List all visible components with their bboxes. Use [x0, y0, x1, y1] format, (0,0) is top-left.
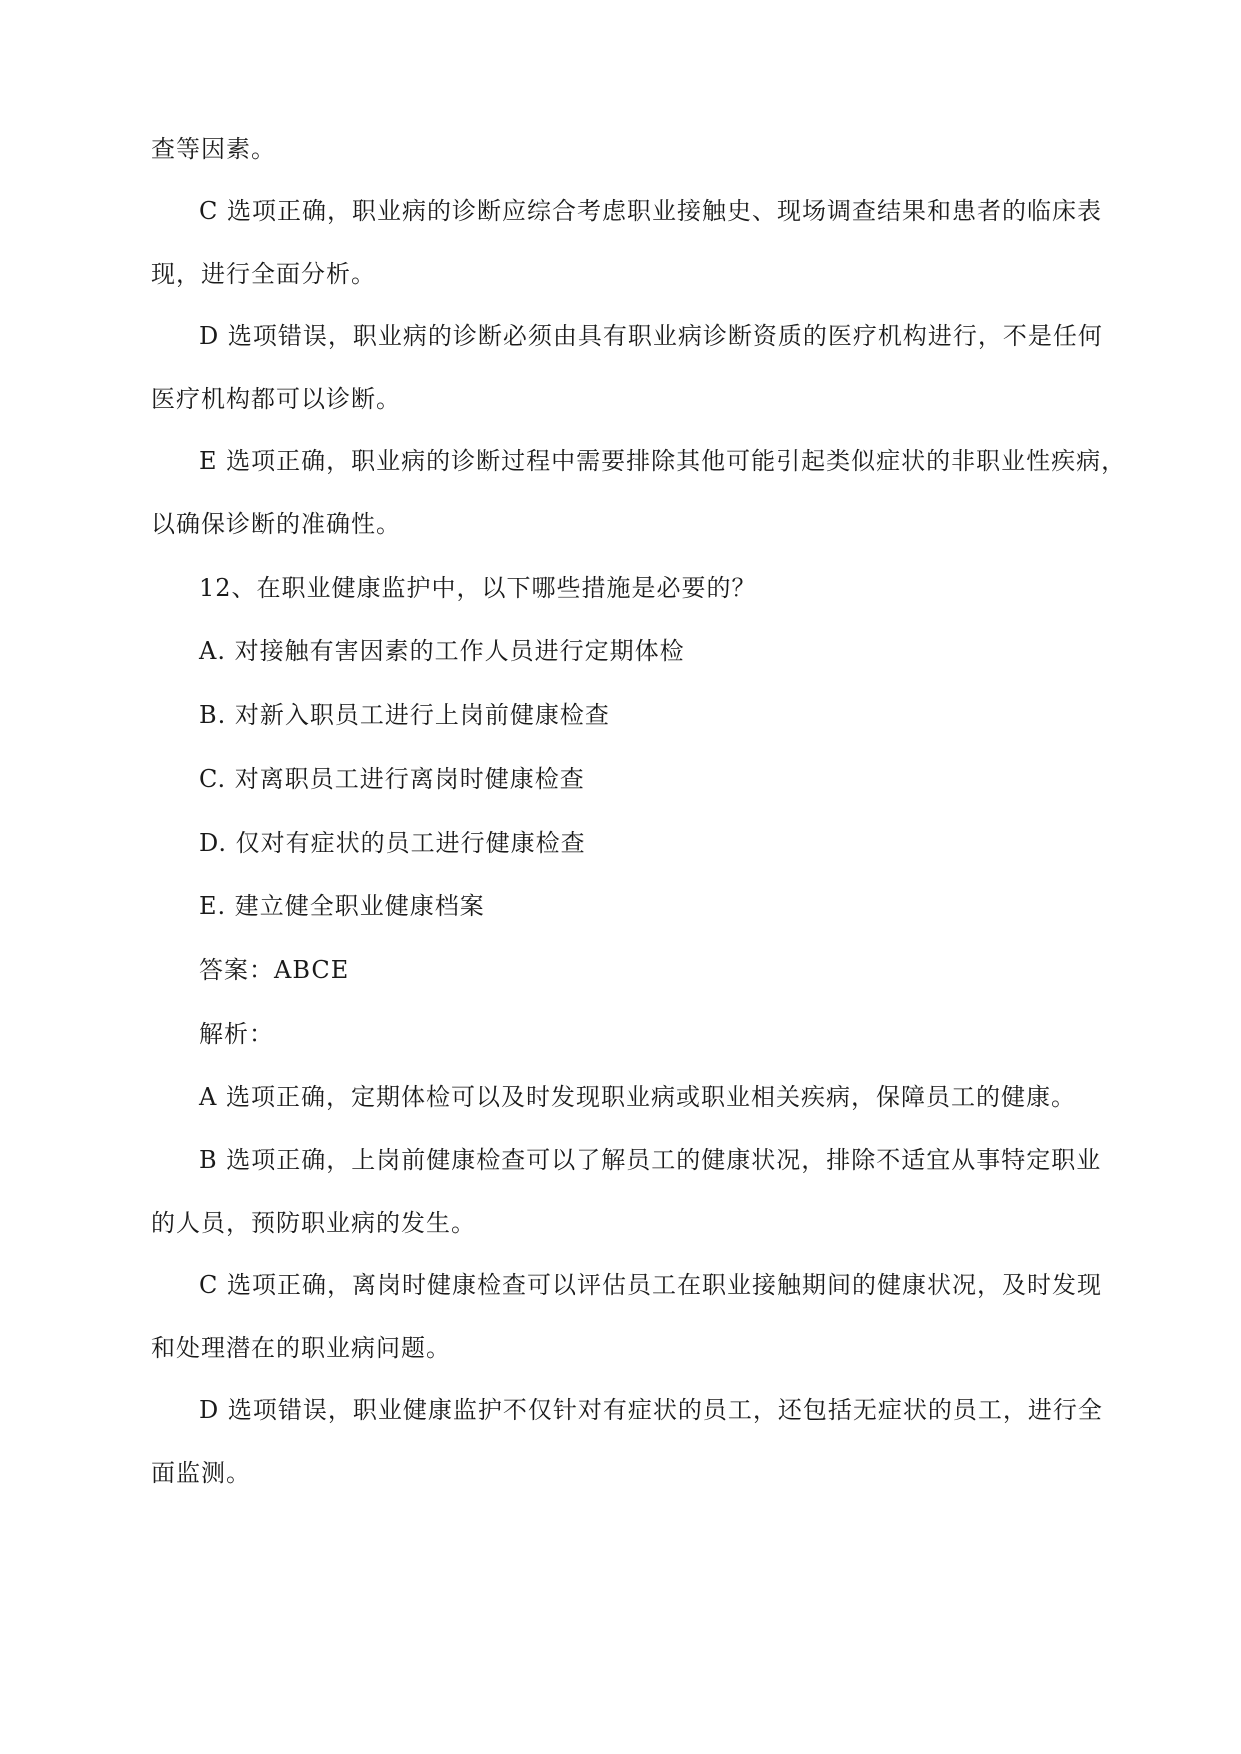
paragraph-line: 查等因素。	[151, 135, 276, 163]
option-d: D. 仅对有症状的员工进行健康检查	[199, 829, 586, 857]
paragraph-line: 面监测。	[151, 1459, 251, 1487]
paragraph-line: C 选项正确，职业病的诊断应综合考虑职业接触史、现场调查结果和患者的临床表	[199, 197, 1102, 225]
paragraph-line: 医疗机构都可以诊断。	[151, 385, 401, 413]
option-a: A. 对接触有害因素的工作人员进行定期体检	[199, 637, 685, 665]
paragraph-line: E 选项正确，职业病的诊断过程中需要排除其他可能引起类似症状的非职业性疾病，	[199, 447, 1127, 475]
paragraph-line: 的人员，预防职业病的发生。	[151, 1209, 476, 1237]
option-b: B. 对新入职员工进行上岗前健康检查	[199, 701, 610, 729]
answer-line: 答案：ABCE	[199, 956, 350, 984]
option-e: E. 建立健全职业健康档案	[199, 892, 485, 920]
paragraph-line: D 选项错误，职业病的诊断必须由具有职业病诊断资质的医疗机构进行，不是任何	[199, 322, 1103, 350]
paragraph-line: 现，进行全面分析。	[151, 260, 376, 288]
paragraph-line: 和处理潜在的职业病问题。	[151, 1334, 451, 1362]
paragraph-line: A 选项正确，定期体检可以及时发现职业病或职业相关疾病，保障员工的健康。	[199, 1083, 1076, 1111]
paragraph-line: 以确保诊断的准确性。	[151, 510, 401, 538]
paragraph-line: C 选项正确，离岗时健康检查可以评估员工在职业接触期间的健康状况，及时发现	[199, 1271, 1102, 1299]
paragraph-line: D 选项错误，职业健康监护不仅针对有症状的员工，还包括无症状的员工，进行全	[199, 1396, 1103, 1424]
question-title: 12、在职业健康监护中，以下哪些措施是必要的？	[199, 574, 757, 602]
analysis-heading: 解析：	[199, 1020, 274, 1048]
option-c: C. 对离职员工进行离岗时健康检查	[199, 765, 585, 793]
paragraph-line: B 选项正确，上岗前健康检查可以了解员工的健康状况，排除不适宜从事特定职业	[199, 1146, 1102, 1174]
